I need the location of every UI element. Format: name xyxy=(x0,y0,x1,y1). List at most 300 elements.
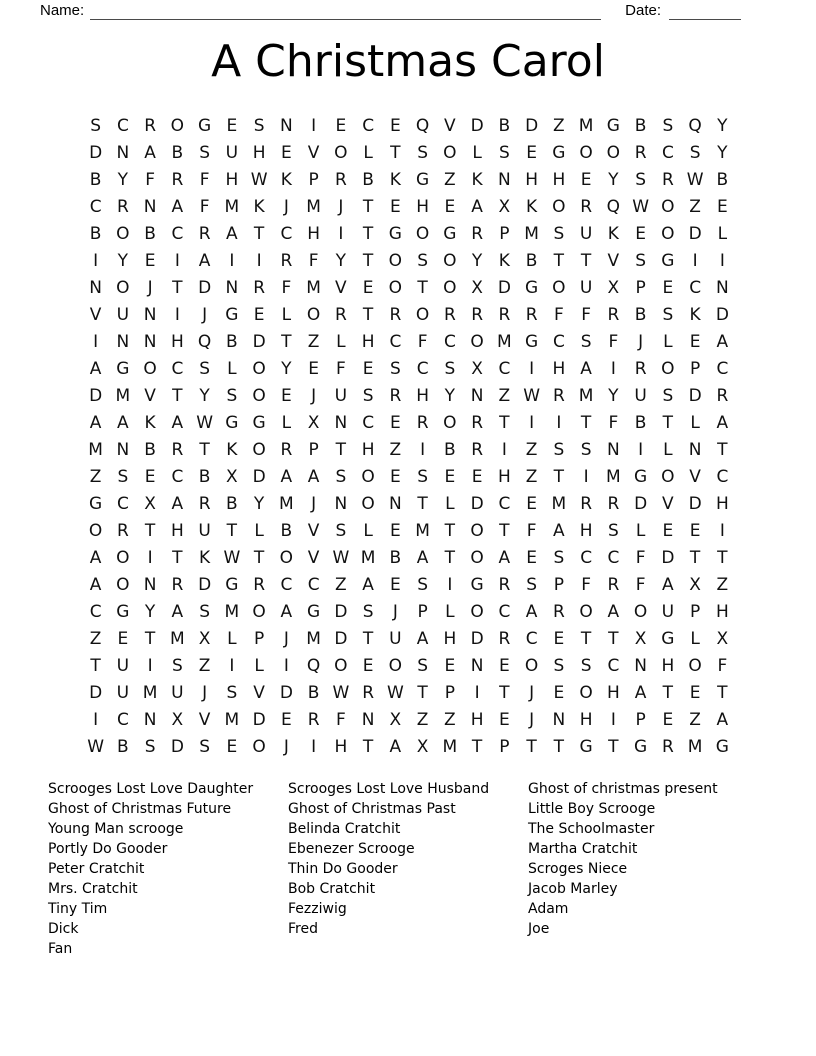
date-blank-field[interactable] xyxy=(669,3,741,20)
grid-letter: T xyxy=(499,412,510,433)
grid-letter: A xyxy=(716,331,729,352)
grid-letter: E xyxy=(444,196,456,217)
grid-letter: B xyxy=(171,142,184,163)
grid-letter: J xyxy=(338,196,344,217)
grid-letter: M xyxy=(306,196,321,217)
word-list-item: Belinda Cratchit xyxy=(288,821,401,837)
grid-letter: W xyxy=(250,169,268,190)
grid-letter: O xyxy=(252,358,266,379)
grid-letter: O xyxy=(170,115,185,136)
grid-letter: F xyxy=(417,331,428,352)
grid-letter: W xyxy=(332,547,350,568)
grid-letter: O xyxy=(252,439,266,460)
grid-letter: B xyxy=(444,439,456,460)
grid-letter: P xyxy=(635,277,646,298)
grid-letter: A xyxy=(171,196,184,217)
grid-letter: N xyxy=(334,412,348,433)
grid-letter: I xyxy=(638,439,644,460)
grid-letter: Z xyxy=(444,709,456,730)
grid-letter: U xyxy=(661,601,675,622)
grid-letter: M xyxy=(497,331,512,352)
grid-letter: I xyxy=(174,304,180,325)
grid-letter: X xyxy=(198,628,211,649)
grid-letter: Q xyxy=(415,115,430,136)
grid-letter: F xyxy=(608,412,619,433)
grid-letter: M xyxy=(578,385,594,406)
grid-letter: S xyxy=(635,169,647,190)
grid-letter: S xyxy=(607,520,619,541)
grid-letter: P xyxy=(499,223,510,244)
grid-letter: T xyxy=(390,142,401,163)
grid-letter: R xyxy=(607,493,620,514)
word-list-item: Ghost of Christmas Past xyxy=(288,801,456,817)
grid-letter: I xyxy=(283,655,289,676)
grid-letter: D xyxy=(252,709,266,730)
grid-letter: P xyxy=(417,601,428,622)
grid-letter: U xyxy=(334,385,348,406)
grid-letter: U xyxy=(634,385,647,406)
grid-letter: Y xyxy=(608,385,619,406)
grid-letter: O xyxy=(661,196,675,217)
grid-letter: G xyxy=(661,628,675,649)
grid-letter: E xyxy=(144,466,156,487)
grid-letter: C xyxy=(362,412,375,433)
grid-letter: A xyxy=(280,466,293,487)
grid-letter: W xyxy=(386,682,404,703)
grid-letter: L xyxy=(690,412,700,433)
grid-letter: R xyxy=(498,574,511,595)
grid-letter: Z xyxy=(498,385,511,406)
grid-letter: V xyxy=(89,304,102,325)
grid-letter: D xyxy=(89,682,103,703)
grid-letter: C xyxy=(89,601,102,622)
grid-letter: L xyxy=(663,439,673,460)
name-blank-field[interactable] xyxy=(90,3,601,20)
grid-letter: P xyxy=(308,169,319,190)
grid-letter: T xyxy=(362,736,374,757)
grid-letter: S xyxy=(117,466,129,487)
grid-letter: E xyxy=(689,682,701,703)
grid-letter: N xyxy=(688,439,702,460)
grid-letter: R xyxy=(716,385,729,406)
grid-letter: E xyxy=(499,655,510,676)
grid-letter: E xyxy=(390,466,401,487)
grid-letter: E xyxy=(444,466,456,487)
grid-letter: B xyxy=(226,493,238,514)
grid-letter: R xyxy=(634,358,647,379)
grid-letter: Z xyxy=(416,709,429,730)
grid-letter: I xyxy=(229,250,235,271)
grid-letter: Q xyxy=(606,196,621,217)
grid-letter: A xyxy=(89,547,102,568)
grid-letter: R xyxy=(607,304,620,325)
grid-letter: O xyxy=(470,331,484,352)
grid-letter: M xyxy=(88,439,103,460)
grid-letter: T xyxy=(172,385,183,406)
grid-letter: C xyxy=(552,331,565,352)
grid-letter: A xyxy=(634,682,647,703)
grid-letter: Z xyxy=(689,709,701,730)
grid-letter: T xyxy=(662,682,674,703)
grid-letter: N xyxy=(225,277,239,298)
grid-letter: A xyxy=(662,574,674,595)
grid-letter: Y xyxy=(717,142,728,163)
grid-letter: T xyxy=(362,304,374,325)
grid-letter: Z xyxy=(198,655,211,676)
grid-letter: I xyxy=(147,655,153,676)
grid-letter: C xyxy=(607,655,620,676)
grid-letter: K xyxy=(199,547,211,568)
grid-letter: E xyxy=(390,196,401,217)
grid-letter: N xyxy=(116,439,130,460)
grid-letter: T xyxy=(253,547,265,568)
grid-letter: R xyxy=(171,574,184,595)
grid-letter: Q xyxy=(306,655,321,676)
grid-letter: H xyxy=(497,466,511,487)
grid-letter: O xyxy=(688,655,702,676)
grid-letter: O xyxy=(388,250,403,271)
grid-letter: W xyxy=(223,547,241,568)
grid-letter: E xyxy=(390,574,401,595)
grid-letter: R xyxy=(607,574,620,595)
grid-letter: R xyxy=(389,304,402,325)
grid-letter: I xyxy=(447,574,453,595)
grid-letter: C xyxy=(607,547,620,568)
grid-letter: J xyxy=(202,304,208,325)
grid-letter: Z xyxy=(335,574,347,595)
word-list-item: Scroges Niece xyxy=(528,861,628,877)
grid-letter: C xyxy=(116,493,129,514)
grid-letter: F xyxy=(717,655,728,676)
grid-letter: I xyxy=(719,520,725,541)
grid-letter: N xyxy=(143,304,157,325)
grid-letter: E xyxy=(308,358,319,379)
grid-letter: T xyxy=(580,412,592,433)
word-list xyxy=(48,779,816,959)
word-list-item: Fan xyxy=(48,941,73,957)
grid-letter: O xyxy=(252,601,266,622)
grid-letter: M xyxy=(442,736,458,757)
grid-letter: O xyxy=(443,142,457,163)
grid-letter: G xyxy=(715,736,729,757)
grid-letter: T xyxy=(199,439,210,460)
word-list-item: Little Boy Scrooge xyxy=(528,801,656,817)
grid-letter: O xyxy=(361,466,375,487)
grid-letter: M xyxy=(306,628,321,649)
word-list-item: Fred xyxy=(288,921,318,937)
grid-letter: T xyxy=(362,196,374,217)
grid-letter: S xyxy=(362,601,374,622)
grid-letter: P xyxy=(499,736,510,757)
grid-letter: M xyxy=(279,493,294,514)
grid-letter: H xyxy=(170,331,184,352)
grid-letter: N xyxy=(470,655,484,676)
grid-letter: N xyxy=(116,331,130,352)
grid-letter: R xyxy=(144,115,157,136)
grid-letter: F xyxy=(581,304,592,325)
grid-letter: G xyxy=(116,358,130,379)
grid-letter: O xyxy=(116,277,130,298)
grid-letter: M xyxy=(524,223,539,244)
grid-letter: T xyxy=(253,223,265,244)
grid-letter: S xyxy=(553,223,565,244)
grid-letter: C xyxy=(498,358,511,379)
grid-letter: I xyxy=(229,655,235,676)
grid-letter: D xyxy=(497,277,511,298)
grid-letter: D xyxy=(470,493,484,514)
grid-letter: T xyxy=(362,628,374,649)
grid-letter: B xyxy=(634,304,647,325)
grid-letter: E xyxy=(226,115,238,136)
word-list-item: Adam xyxy=(528,901,569,917)
grid-letter: M xyxy=(606,466,621,487)
name-label: Name: xyxy=(40,2,85,19)
grid-letter: S xyxy=(417,250,429,271)
grid-letter: G xyxy=(252,412,266,433)
grid-letter: C xyxy=(362,115,375,136)
grid-letter: I xyxy=(610,709,616,730)
word-list-item: Ebenezer Scrooge xyxy=(288,841,415,857)
grid-letter: B xyxy=(716,169,729,190)
grid-letter: T xyxy=(553,466,565,487)
grid-letter: W xyxy=(523,385,541,406)
word-list-item: Mrs. Cratchit xyxy=(48,881,138,897)
grid-letter: O xyxy=(88,520,103,541)
grid-letter: B xyxy=(525,250,538,271)
grid-letter: S xyxy=(526,574,538,595)
grid-letter: F xyxy=(335,709,346,730)
grid-letter: T xyxy=(471,736,483,757)
grid-letter: R xyxy=(580,196,593,217)
grid-letter: Z xyxy=(389,439,402,460)
grid-letter: S xyxy=(580,439,592,460)
grid-letter: S xyxy=(417,574,429,595)
grid-letter: C xyxy=(525,628,538,649)
grid-letter: M xyxy=(415,520,430,541)
grid-letter: O xyxy=(334,142,348,163)
grid-letter: A xyxy=(525,601,538,622)
grid-letter: G xyxy=(225,574,239,595)
grid-letter: R xyxy=(334,304,347,325)
grid-letter: H xyxy=(416,385,430,406)
grid-letter: B xyxy=(117,736,129,757)
grid-letter: E xyxy=(390,115,401,136)
word-list-item: Scrooges Lost Love Husband xyxy=(288,781,490,797)
grid-letter: T xyxy=(417,277,428,298)
grid-letter: I xyxy=(338,223,344,244)
grid-letter: R xyxy=(634,142,647,163)
grid-letter: C xyxy=(689,277,702,298)
grid-letter: D xyxy=(252,331,266,352)
grid-letter: L xyxy=(663,331,673,352)
grid-letter: G xyxy=(89,493,103,514)
grid-letter: A xyxy=(553,520,565,541)
grid-letter: Y xyxy=(608,169,619,190)
grid-letter: X xyxy=(607,277,620,298)
grid-letter: K xyxy=(607,223,619,244)
grid-letter: G xyxy=(470,574,484,595)
grid-letter: R xyxy=(498,628,511,649)
grid-letter: X xyxy=(144,493,156,514)
grid-letter: K xyxy=(471,169,483,190)
grid-letter: X xyxy=(689,574,701,595)
grid-letter: C xyxy=(498,601,511,622)
grid-letter: R xyxy=(471,412,484,433)
grid-letter: A xyxy=(416,547,429,568)
grid-letter: S xyxy=(226,682,238,703)
grid-letter: E xyxy=(662,520,674,541)
grid-letter: N xyxy=(143,574,157,595)
grid-letter: E xyxy=(144,250,156,271)
grid-letter: B xyxy=(144,223,156,244)
word-list-item: Martha Cratchit xyxy=(528,841,638,857)
grid-letter: B xyxy=(498,115,511,136)
grid-letter: C xyxy=(280,574,293,595)
grid-letter: I xyxy=(420,439,426,460)
grid-letter: O xyxy=(633,601,648,622)
grid-letter: L xyxy=(363,142,373,163)
grid-letter: U xyxy=(116,682,130,703)
grid-letter: Y xyxy=(117,250,129,271)
grid-letter: S xyxy=(635,250,647,271)
grid-letter: H xyxy=(361,331,375,352)
grid-letter: O xyxy=(470,601,484,622)
grid-letter: X xyxy=(171,709,184,730)
grid-letter: S xyxy=(662,385,674,406)
grid-letter: I xyxy=(93,250,99,271)
grid-letter: V xyxy=(607,250,620,271)
grid-letter: Q xyxy=(688,115,702,136)
grid-letter: T xyxy=(144,628,156,649)
grid-letter: E xyxy=(390,412,401,433)
grid-letter: T xyxy=(717,682,728,703)
grid-letter: A xyxy=(117,412,129,433)
grid-letter: H xyxy=(334,736,348,757)
grid-letter: L xyxy=(717,223,728,244)
grid-letter: O xyxy=(388,277,403,298)
grid-letter: H xyxy=(252,142,266,163)
grid-letter: R xyxy=(362,682,375,703)
grid-letter: G xyxy=(116,601,130,622)
grid-letter: J xyxy=(283,628,289,649)
grid-letter: G xyxy=(416,169,430,190)
grid-letter: E xyxy=(390,520,401,541)
grid-letter: Y xyxy=(253,493,265,514)
grid-letter: K xyxy=(253,196,265,217)
grid-letter: S xyxy=(199,601,211,622)
grid-letter: L xyxy=(635,520,646,541)
header xyxy=(40,2,741,20)
grid-letter: N xyxy=(116,142,130,163)
grid-letter: A xyxy=(171,601,184,622)
grid-letter: U xyxy=(225,142,239,163)
word-list-item: Fezziwig xyxy=(288,901,347,917)
grid-letter: O xyxy=(116,547,130,568)
grid-letter: M xyxy=(360,547,376,568)
grid-letter: O xyxy=(661,358,675,379)
grid-letter: D xyxy=(279,682,293,703)
word-list-item: Ghost of Christmas Future xyxy=(48,801,232,817)
grid-letter: C xyxy=(416,358,429,379)
word-list-item: Dick xyxy=(48,921,79,937)
grid-letter: F xyxy=(635,547,646,568)
word-list-column xyxy=(288,779,528,959)
grid-letter: Q xyxy=(197,331,212,352)
grid-letter: D xyxy=(688,223,702,244)
grid-letter: X xyxy=(471,277,483,298)
grid-letter: R xyxy=(471,304,484,325)
grid-letter: U xyxy=(171,682,184,703)
grid-letter: S xyxy=(362,385,374,406)
grid-letter: S xyxy=(689,142,701,163)
grid-letter: X xyxy=(634,628,647,649)
grid-letter: C xyxy=(116,709,129,730)
grid-letter: A xyxy=(226,223,238,244)
grid-letter: I xyxy=(256,250,262,271)
grid-letter: M xyxy=(224,709,240,730)
grid-letter: O xyxy=(606,142,621,163)
grid-letter: A xyxy=(89,574,102,595)
grid-letter: V xyxy=(689,466,701,487)
grid-letter: J xyxy=(529,709,535,730)
grid-letter: E xyxy=(362,277,374,298)
grid-letter: P xyxy=(444,682,455,703)
grid-letter: Z xyxy=(716,574,729,595)
grid-letter: T xyxy=(608,628,619,649)
grid-letter: O xyxy=(443,277,457,298)
grid-letter: O xyxy=(252,385,266,406)
grid-letter: R xyxy=(471,223,484,244)
grid-letter: E xyxy=(717,196,728,217)
grid-letter: R xyxy=(580,493,593,514)
grid-letter: E xyxy=(335,115,347,136)
grid-letter: F xyxy=(145,169,156,190)
grid-letter: Z xyxy=(689,196,701,217)
grid-letter: X xyxy=(471,358,483,379)
grid-letter: A xyxy=(716,412,729,433)
grid-letter: E xyxy=(499,709,510,730)
grid-letter: T xyxy=(226,520,238,541)
grid-letter: O xyxy=(524,655,539,676)
grid-letter: N xyxy=(334,493,348,514)
grid-letter: P xyxy=(553,574,564,595)
grid-letter: P xyxy=(635,709,646,730)
grid-letter: I xyxy=(692,250,698,271)
grid-letter: X xyxy=(389,709,402,730)
grid-letter: R xyxy=(198,223,211,244)
grid-letter: C xyxy=(89,196,102,217)
grid-letter: E xyxy=(444,655,456,676)
grid-letter: K xyxy=(389,169,401,190)
grid-letter: M xyxy=(224,196,240,217)
grid-letter: X xyxy=(498,196,511,217)
word-list-item: Joe xyxy=(528,921,550,937)
grid-letter: R xyxy=(498,304,511,325)
grid-letter: O xyxy=(116,223,130,244)
grid-letter: E xyxy=(362,655,374,676)
grid-letter: U xyxy=(389,628,402,649)
word-search-grid xyxy=(82,112,736,760)
grid-letter: C xyxy=(171,358,184,379)
grid-letter: A xyxy=(144,142,156,163)
grid-letter: Z xyxy=(89,628,102,649)
grid-letter: E xyxy=(226,736,238,757)
grid-letter: H xyxy=(579,520,593,541)
grid-letter: Y xyxy=(444,385,456,406)
grid-letter: A xyxy=(280,601,293,622)
grid-letter: S xyxy=(553,547,565,568)
grid-letter: A xyxy=(416,628,429,649)
